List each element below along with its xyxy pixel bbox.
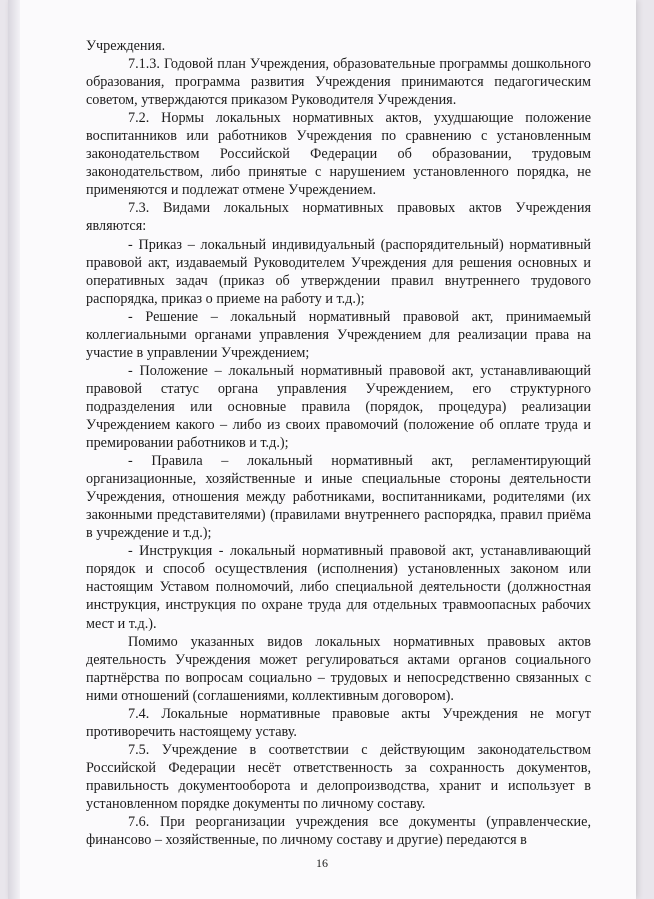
document-page xyxy=(8,0,636,899)
scan-edge-shadow xyxy=(8,0,20,899)
paragraph: Учреждения. xyxy=(86,38,166,54)
list-item: - Решение – локальный нормативный правовой акт, принимаемый коллегиальными органами управления Учреждением для реализации права на участие в управлении Учреждением; xyxy=(86,308,591,361)
paragraph: 7.5. Учреждение в соответствии с действующим законодательством Российской Федерации несёт ответственность за сохранность документов, правильность документооборота и делопроизводства, хранит и использует в установленном порядке документы по личному составу. xyxy=(86,741,591,812)
list-item: - Инструкция - локальный нормативный правовой акт, устанавливающий порядок и способ осуществления (исполнения) установленных законом или настоящим Уставом полномочий, либо специальной деятельности (должностная инструкция, инструкция по охране труда для отдельных травмоопасных рабочих мест и т.д.). xyxy=(86,543,591,632)
paragraph: 7.2. Нормы локальных нормативных актов, ухудшающие положение воспитанников или работников Учреждения по сравнению с установленным законодательством Российской Федерации об образовании, трудовым законодательством, либо принятые с нарушением установленного порядка, не применяются и подлежат отмене Учреждением. xyxy=(86,110,591,199)
list-item: - Приказ – локальный индивидуальный (распорядительный) нормативный правовой акт, издаваемый Руководителем Учреждения для решения основных и оперативных задач (приказ об утверждении правил внутреннего трудового распорядка, приказ о приеме на работу и т.д.); xyxy=(86,236,591,307)
body-text xyxy=(86,37,591,849)
paragraph: Помимо указанных видов локальных нормативных правовых актов деятельность Учреждения может регулироваться актами органов социального партнёрства по вопросам социально – трудовых и непосредственно связанных с ними отношений (соглашениями, коллективным договором). xyxy=(86,633,591,704)
page-number: 16 xyxy=(316,856,328,870)
paragraph: 7.4. Локальные нормативные правовые акты Учреждения не могут противоречить настоящему уставу. xyxy=(86,705,591,740)
list-item: - Положение – локальный нормативный правовой акт, устанавливающий правовой статус органа управления Учреждением, его структурного подразделения или основные правила (порядок, процедура) реализации Учреждением какого – либо из своих правомочий (положение об оплате труда и премировании работников и т.д.); xyxy=(86,362,591,452)
list-item: - Правила – локальный нормативный акт, регламентирующий организационные, хозяйственные и иные специальные стороны деятельности Учреждения, отношения между работниками, воспитанниками, родителями (их законными представителями) (правилами внутреннего распорядка, правил приёма в учреждение и т.д.); xyxy=(86,453,591,542)
paragraph: 7.1.3. Годовой план Учреждения, образовательные программы дошкольного образования, программа развития Учреждения принимаются педагогическим советом, утверждаются приказом Руководителя Учреждения. xyxy=(86,56,591,109)
paragraph: 7.3. Видами локальных нормативных правовых актов Учреждения являются: xyxy=(86,200,591,235)
paragraph: 7.6. При реорганизации учреждения все документы (управленческие, финансово – хозяйственные, по личному составу и другие) передаются в xyxy=(86,814,591,849)
